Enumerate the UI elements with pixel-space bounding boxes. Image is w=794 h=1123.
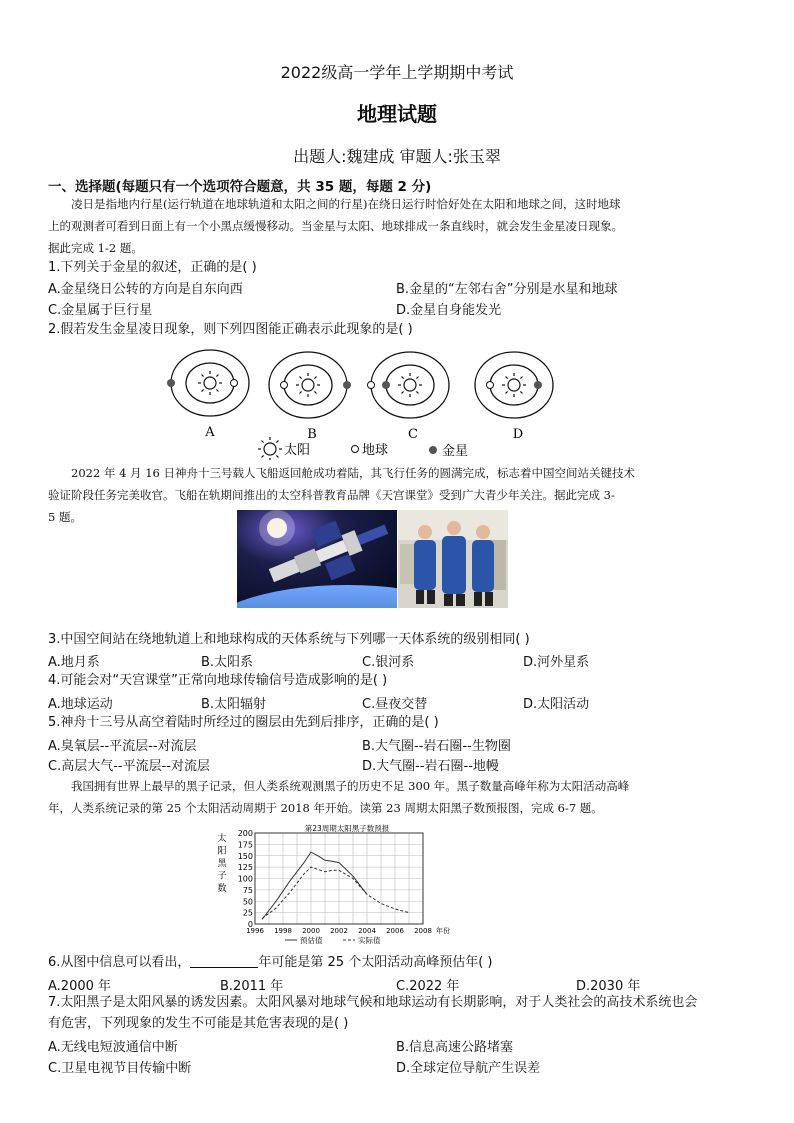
y-axis-label-char: 数 [217,884,227,894]
q7-option-c: C.卫星电视节目传输中断 [48,1061,192,1076]
x-axis-label: 年份 [436,927,450,935]
x-tick-label: 1996 [246,927,264,935]
x-tick-label: 1998 [274,927,292,935]
y-tick-label: 100 [237,874,253,884]
diagram-label-d: D [512,427,524,442]
passage-3 [48,775,770,819]
q6-stem-before: 6.从图中信息可以看出， [48,955,191,970]
y-tick-label: 75 [242,885,253,895]
q6-option-b: B.2011 年 [220,979,284,994]
question-7-stem-line: 有危害，下列现象的发生不可能是其危害表现的是( ) [48,1016,349,1031]
section-heading: 一、选择题(每题只有一个选项符合题意，共 35 题，每题 2 分) [48,179,432,195]
q6-option-c: C.2022 年 [396,979,460,994]
earth-dot [281,382,288,389]
y-tick-label: 0 [247,920,253,929]
question-7-stem-line: 7.太阳黑子是太阳风暴的诱发因素。太阳风暴对地球气候和地球运动有长期影响，对于人类社会的高技术系统也会 [48,995,698,1010]
diagram-a [167,350,249,416]
q4-option-d: D.太阳活动 [523,697,590,712]
diagram-b [269,352,351,418]
q1-option-a: A.金星绕日公转的方向是自东向西 [48,282,243,297]
q3-option-d: D.河外星系 [523,655,590,670]
astronauts-photo [398,510,508,608]
subject-title: 地理试题 [357,102,437,126]
earth-dot [487,382,494,389]
q7-option-d: D.全球定位导航产生误差 [396,1061,541,1076]
legend-label: 实际值 [358,936,381,945]
y-axis-label-char: 子 [217,871,227,882]
q7-option-a: A.无线电短波通信中断 [48,1040,178,1055]
q3-option-a: A.地月系 [48,655,100,670]
venus-dot [534,381,542,389]
y-tick-label: 50 [242,897,253,907]
earth-legend-icon [352,446,359,453]
q1-option-d: D.金星自身能发光 [396,303,502,318]
q4-option-a: A.地球运动 [48,697,113,712]
venus-dot [343,381,351,389]
diagram-label-a: A [205,425,215,440]
venus-dot [382,381,390,389]
authors-line: 出题人:魏建成 审题人:张玉翠 [293,147,501,166]
diagram-d [475,352,553,418]
y-tick-label: 125 [237,863,253,873]
question-1-stem: 1.下列关于金星的叙述，正确的是( ) [48,260,257,275]
y-axis-label-char: 黑 [217,859,227,869]
q6-stem-after: 年可能是第 25 个太阳活动高峰预估年( ) [258,955,493,970]
exam-title: 2022级高一学年上学期期中考试 [280,63,514,82]
transit-diagrams [160,345,560,460]
sun-legend-icon [258,437,282,460]
x-tick-label: 2008 [414,927,432,935]
q5-option-d: D.大气圈--岩石圈--地幔 [362,759,499,774]
x-tick-label: 2002 [330,927,348,935]
q5-option-c: C.高层大气--平流层--对流层 [48,759,210,774]
passage-2-line: 验证阶段任务完美收官。飞船在轨期间推出的太空科普教育品牌《天宫课堂》受到广大青少年关注。据此完成 3- [48,488,615,502]
passage-3-line: 年，人类系统记录的第 25 个太阳活动周期于 2018 年开始。读第 23 周期太阳黑子数预报图，完成 6-7 题。 [48,801,603,815]
passage-1 [48,193,770,259]
sunspot-chart [205,824,465,948]
question-6-stem [48,953,493,973]
question-3-stem: 3.中国空间站在绕地轨道上和地球构成的天体系统与下列哪一天体系统的级别相同( ) [48,632,530,647]
passage-3-line: 我国拥有世界上最早的黑子记录，但人类系统观测黑子的历史不足 300 年。黑子数量高峰年称为太阳活动高峰 [71,779,630,793]
q5-option-b: B.大气圈--岩石圈--生物圈 [362,739,511,754]
y-tick-label: 150 [237,851,253,861]
q6-option-a: A.2000 年 [48,979,112,994]
earth-dot [231,380,238,387]
q5-option-a: A.臭氧层--平流层--对流层 [48,739,197,754]
q6-answer-blank [190,953,258,968]
earth-dot [368,382,375,389]
q6-option-d: D.2030 年 [576,979,641,994]
series-line-actual [262,867,409,918]
y-tick-label: 175 [237,840,253,850]
x-tick-label: 2004 [358,927,376,935]
y-axis-label-char: 阳 [217,846,227,857]
y-tick-label: 200 [237,829,253,838]
venus-dot [167,379,175,387]
passage-2-line: 5 题。 [48,510,82,524]
chart-title: 第23周期太阳黑子数预报 [304,824,390,833]
q3-option-c: C.银河系 [362,655,415,670]
passage-1-line: 上的观测者可看到日面上有一个小黑点缓慢移动。当金星与太阳、地球排成一条直线时，就会发生金星凌日现象。 [48,219,623,233]
q1-option-c: C.金星属于巨行星 [48,303,153,318]
diagram-label-c: C [408,427,418,442]
q7-option-b: B.信息高速公路堵塞 [396,1040,514,1055]
venus-legend-icon [429,446,437,454]
question-2-stem: 2.假若发生金星凌日现象，则下列四图能正确表示此现象的是( ) [48,322,413,337]
series-line-forecast [262,852,367,919]
question-4-stem: 4.可能会对“天宫课堂”正常向地球传输信号造成影响的是( ) [48,673,388,688]
diagram-c [368,352,450,418]
legend-earth: 地球 [362,443,389,458]
legend-sun: 太阳 [284,443,311,458]
q4-option-c: C.昼夜交替 [362,697,428,712]
y-tick-label: 25 [242,908,253,918]
y-axis-label-char: 太 [217,834,227,844]
x-tick-label: 2000 [302,927,320,935]
q1-option-b: B.金星的“左邻右舍”分别是水星和地球 [396,282,618,297]
q3-option-b: B.太阳系 [201,655,254,670]
legend-venus: 金星 [442,444,469,459]
spacecraft-photo [237,510,397,608]
passage-2-line: 2022 年 4 月 16 日神舟十三号载人飞船返回舱成功着陆，其飞行任务的圆满完成，标志着中国空间站关键技术 [71,466,635,480]
passage-1-line: 凌日是指地内行星(运行轨道在地球轨道和太阳之间的行星)在绕日运行时恰好处在太阳和地球之间，这时地球 [71,197,621,211]
x-tick-label: 2006 [386,927,404,935]
passage-1-line: 据此完成 1-2 题。 [48,241,143,255]
diagram-label-b: B [307,427,317,442]
question-5-stem: 5.神舟十三号从高空着陆时所经过的圈层由先到后排序，正确的是( ) [48,715,439,730]
q4-option-b: B.太阳辐射 [201,697,267,712]
legend-label: 预估值 [300,936,323,945]
